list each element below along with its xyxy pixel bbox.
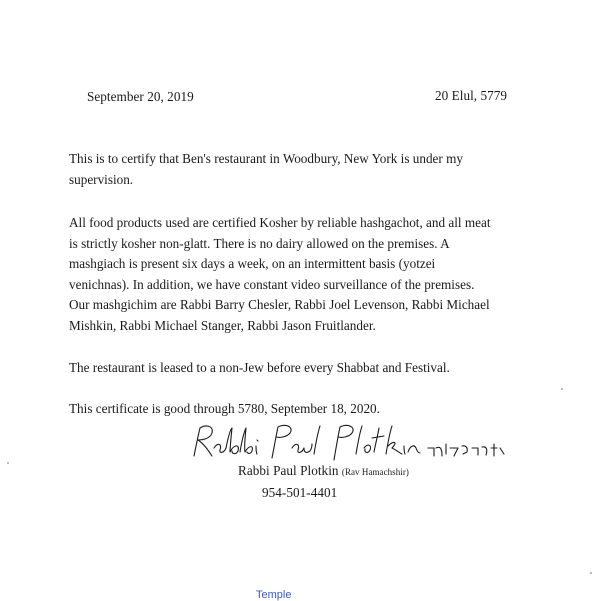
text-line: The restaurant is leased to a non-Jew before every Shabbat and Festival. — [69, 360, 450, 375]
scan-speck — [561, 388, 563, 390]
text-line: Our mashgichim are Rabbi Barry Chesler, Rabbi Joel Levenson, Rabbi Michael — [69, 297, 490, 312]
signer-name: Rabbi Paul Plotkin — [238, 463, 339, 478]
paragraph-certification — [69, 149, 539, 190]
scan-speck — [7, 462, 9, 464]
text-line: is strictly kosher non-glatt. There is no dairy allowed on the premises. A — [69, 235, 450, 251]
footer-link-temple[interactable]: Temple — [256, 589, 292, 601]
signer-phone: 954-501-4401 — [262, 485, 338, 500]
paragraph-validity — [69, 399, 539, 420]
signer-line — [238, 461, 409, 482]
text-line: mashgiach is present six days a week, on an intermittent basis (yotzei — [69, 256, 436, 271]
signer-title: (Rav Hamachshir) — [341, 467, 409, 477]
date-hebrew: 20 Elul, 5779 — [435, 88, 508, 103]
paragraph-lease — [69, 358, 539, 379]
scan-speck — [590, 572, 592, 574]
text-line: This certificate is good through 5780, September 18, 2020. — [69, 401, 380, 416]
text-line: venichnas). In addition, we have constant video surveillance of the premises. — [69, 276, 475, 292]
text-line: All food products used are certified Kosher by reliable hashgachot, and all meat — [69, 215, 491, 230]
text-line: Mishkin, Rabbi Michael Stanger, Rabbi Jason Fruitlander. — [69, 317, 376, 333]
text-line: supervision. — [69, 171, 134, 187]
paragraph-details — [69, 213, 539, 336]
date-gregorian: September 20, 2019 — [87, 89, 194, 104]
text-line: This is to certify that Ben's restaurant in Woodbury, New York is under my — [69, 151, 463, 166]
